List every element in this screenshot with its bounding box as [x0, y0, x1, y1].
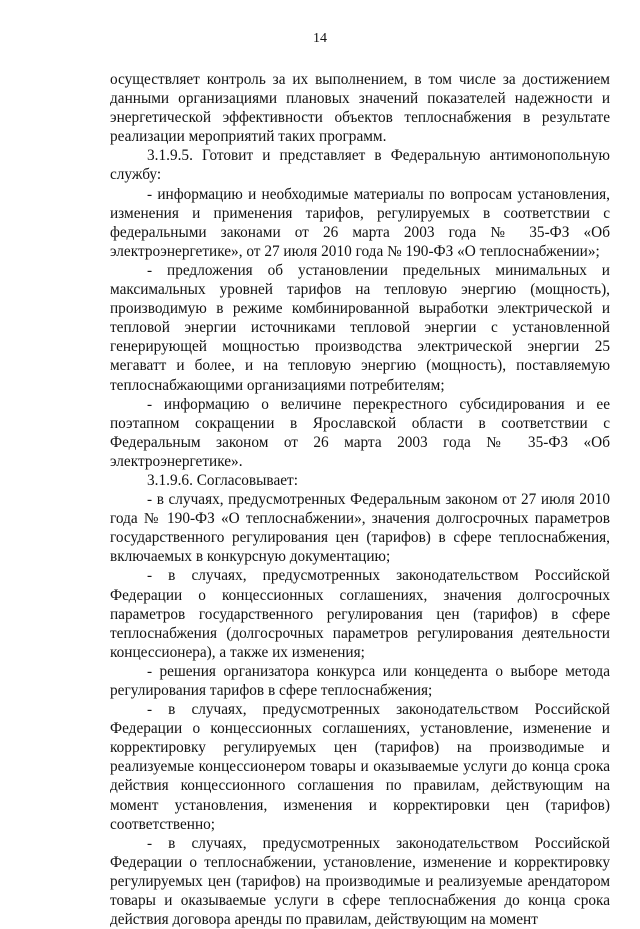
list-item-long-term-parameters-tender: - в случаях, предусмотренных Федеральным законом от 27 июля 2010 года № 190-ФЗ «О теплоснабжении», значения долгосрочных параметров государственного регулирования цен (тарифов) в сфере теплоснабжения, включаемых в конкурсную документацию;	[110, 491, 610, 566]
list-item-cross-subsidy-information: - информацию о величине перекрестного субсидирования и ее поэтапном сокращении в Ярославской области в соответствии с Федеральным законом от 26 марта 2003 года № 35-ФЗ «Об электроэнергетике».	[110, 395, 610, 470]
list-item-tariff-limits-proposals: - предложения об установлении предельных минимальных и максимальных уровней тарифов на тепловую энергию (мощность), производимую в режиме комбинированной выработки электрической и тепловой энергии источниками тепловой энергии с установленной генерирующей мощностью производства электрической энергии 25 мегаватт и более, и на тепловую энергию (мощность), поставляемую теплоснабжающими организациями потребителям;	[110, 261, 610, 394]
list-item-concessionaire-tariffs: - в случаях, предусмотренных законодательством Российской Федерации о концессионных соглашениях, установление, изменение и корректировку регулируемых цен (тарифов) на производимые и реализуемые концессионером товары и оказываемые услуги до конца срока действия концессионного соглашения по правилам, действующим на момент установления, изменения и корректировки цен (тарифов) соответственно;	[110, 701, 610, 833]
list-item-long-term-parameters-concession: - в случаях, предусмотренных законодательством Российской Федерации о концессионных соглашениях, значения долгосрочных параметров государственного регулирования цен (тарифов) в сфере теплоснабжения (долгосрочных параметров регулирования деятельности концессионера), а также их изменения;	[110, 567, 610, 661]
page-number: 14	[313, 31, 327, 46]
list-item-tariff-information: - информацию и необходимые материалы по вопросам установления, изменения и применения тарифов, регулируемых в соответствии с федеральными законами от 26 марта 2003 года № 35-ФЗ «Об электроэнергетике», от 27 июля 2010 года № 190-ФЗ «О теплоснабжении»;	[110, 185, 610, 260]
document-body	[110, 70, 610, 929]
paragraph-clause-3-1-9-5: 3.1.9.5. Готовит и представляет в Федеральную антимонопольную службу:	[110, 147, 610, 184]
list-item-lessee-tariffs: - в случаях, предусмотренных законодательством Российской Федерации о теплоснабжении, установление, изменение и корректировку регулируемых цен (тарифов) на производимые и реализуемые арендатором товары и оказываемые услуги в сфере теплоснабжения до конца срока действия договора аренды по правилам, действующим на момент	[110, 834, 610, 929]
list-item-regulation-method-decision: - решения организатора конкурса или концедента о выборе метода регулирования тарифов в сфере теплоснабжения;	[110, 662, 610, 699]
paragraph-continuation: осуществляет контроль за их выполнением, в том числе за достижением данными организациями плановых значений показателей надежности и энергетической эффективности объектов теплоснабжения в результате реализации мероприятий таких программ.	[110, 71, 610, 146]
paragraph-clause-3-1-9-6: 3.1.9.6. Согласовывает:	[147, 471, 298, 489]
